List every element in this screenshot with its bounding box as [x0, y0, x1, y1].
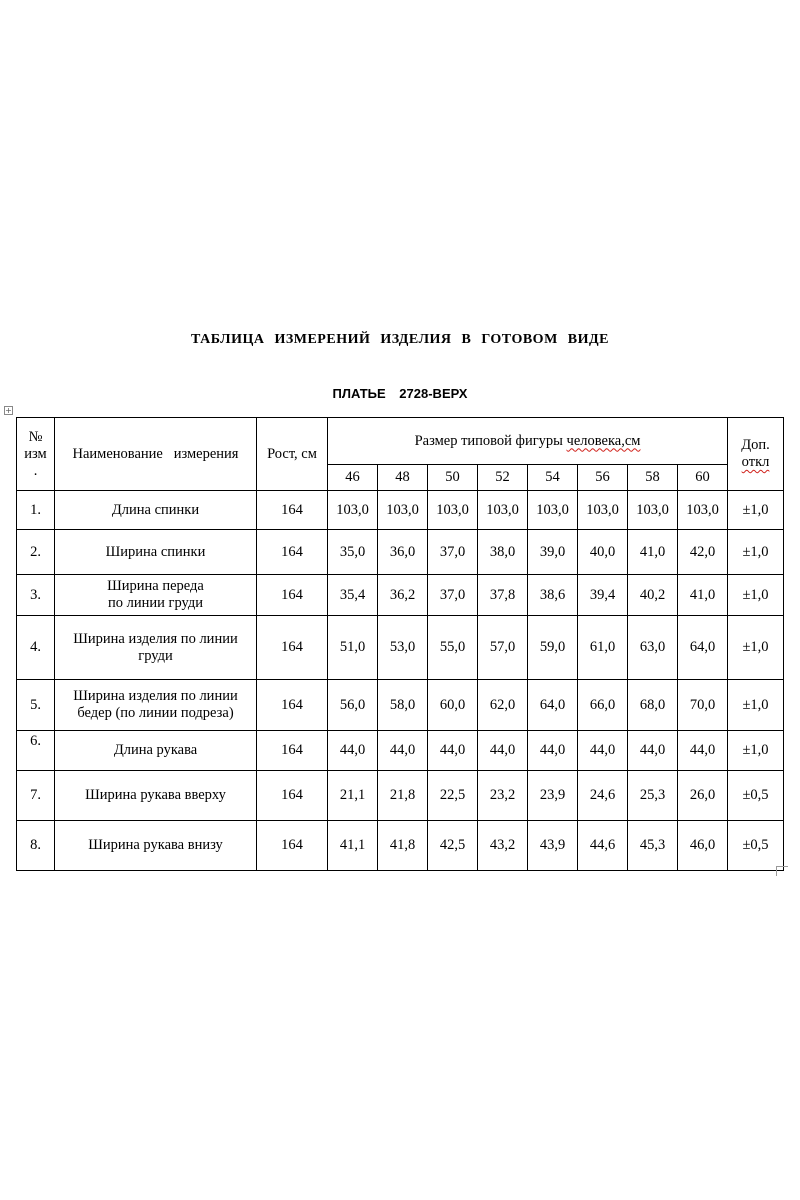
row-value: 39,4	[578, 575, 628, 616]
row-height: 164	[257, 680, 328, 731]
row-value: 25,3	[628, 771, 678, 821]
row-value: 42,0	[678, 530, 728, 575]
row-value: 21,8	[378, 771, 428, 821]
row-tolerance: ±0,5	[728, 821, 784, 871]
row-value: 21,1	[328, 771, 378, 821]
measurements-table	[16, 417, 784, 871]
row-value: 103,0	[328, 491, 378, 530]
row-value: 61,0	[578, 616, 628, 680]
size-cell: 50	[428, 465, 478, 491]
row-height: 164	[257, 616, 328, 680]
table-row	[17, 530, 784, 575]
row-name	[55, 771, 257, 821]
row-value: 56,0	[328, 680, 378, 731]
row-value: 26,0	[678, 771, 728, 821]
row-value: 40,2	[628, 575, 678, 616]
row-value: 35,4	[328, 575, 378, 616]
row-name-line1: Ширина изделия по линии	[73, 688, 238, 704]
row-value: 42,5	[428, 821, 478, 871]
row-name-line1: Ширина рукава вверху	[85, 787, 226, 803]
row-value: 103,0	[478, 491, 528, 530]
table-row	[17, 771, 784, 821]
size-cell: 52	[478, 465, 528, 491]
row-value: 60,0	[428, 680, 478, 731]
row-name-line2: груди	[138, 647, 173, 664]
row-value: 103,0	[678, 491, 728, 530]
size-cell: 58	[628, 465, 678, 491]
row-height: 164	[257, 530, 328, 575]
row-value: 103,0	[528, 491, 578, 530]
row-num: 5.	[17, 680, 55, 731]
row-value: 23,9	[528, 771, 578, 821]
row-value: 46,0	[678, 821, 728, 871]
row-name-line1: Длина спинки	[111, 501, 200, 518]
row-value: 58,0	[378, 680, 428, 731]
row-name-line2: бедер (по линии подреза)	[77, 705, 234, 721]
row-value: 37,0	[428, 575, 478, 616]
header-tolerance-line1: Доп.	[741, 437, 770, 453]
row-value: 51,0	[328, 616, 378, 680]
row-value: 64,0	[678, 616, 728, 680]
row-value: 103,0	[428, 491, 478, 530]
row-num: 1.	[17, 491, 55, 530]
row-tolerance: ±1,0	[728, 731, 784, 771]
row-name	[55, 575, 257, 616]
row-value: 59,0	[528, 616, 578, 680]
row-name-line1: Ширина изделия по линии	[73, 630, 238, 647]
table-row	[17, 680, 784, 731]
row-height: 164	[257, 821, 328, 871]
row-value: 38,6	[528, 575, 578, 616]
row-value: 36,2	[378, 575, 428, 616]
table-resize-handle[interactable]	[776, 866, 788, 876]
header-size-prefix: Размер типовой фигуры	[414, 432, 567, 449]
row-value: 44,0	[528, 731, 578, 771]
row-value: 35,0	[328, 530, 378, 575]
table-row	[17, 491, 784, 530]
row-value: 41,8	[378, 821, 428, 871]
row-name	[55, 731, 257, 771]
row-name	[55, 530, 257, 575]
row-value: 39,0	[528, 530, 578, 575]
row-value: 44,0	[478, 731, 528, 771]
row-value: 44,0	[428, 731, 478, 771]
row-value: 37,0	[428, 530, 478, 575]
row-value: 41,0	[628, 530, 678, 575]
row-value: 44,0	[678, 731, 728, 771]
row-value: 44,6	[578, 821, 628, 871]
row-num: 7.	[17, 771, 55, 821]
row-name-line1: Длина рукава	[113, 742, 198, 758]
row-value: 43,9	[528, 821, 578, 871]
header-height: Рост, см	[257, 418, 328, 491]
row-tolerance: ±1,0	[728, 616, 784, 680]
row-name	[55, 616, 257, 680]
row-value: 63,0	[628, 616, 678, 680]
row-value: 103,0	[628, 491, 678, 530]
row-value: 44,0	[628, 731, 678, 771]
row-tolerance: ±1,0	[728, 680, 784, 731]
row-value: 44,0	[328, 731, 378, 771]
row-value: 44,0	[578, 731, 628, 771]
row-name	[55, 680, 257, 731]
header-num-line1: №	[28, 428, 43, 445]
row-value: 41,1	[328, 821, 378, 871]
row-num: 3.	[17, 575, 55, 616]
size-cell: 48	[378, 465, 428, 491]
row-name-line1: Ширина рукава внизу	[88, 837, 223, 853]
header-size-group	[328, 418, 728, 465]
size-cell: 60	[678, 465, 728, 491]
row-name-line1: Ширина спинки	[105, 543, 206, 560]
row-value: 41,0	[678, 575, 728, 616]
row-name-line2: по линии груди	[107, 595, 203, 611]
table-row	[17, 616, 784, 680]
table-row	[17, 575, 784, 616]
row-value: 55,0	[428, 616, 478, 680]
row-value: 103,0	[378, 491, 428, 530]
document-title: ТАБЛИЦА ИЗМЕРЕНИЙ ИЗДЕЛИЯ В ГОТОВОМ ВИДЕ	[191, 332, 609, 347]
header-num	[17, 418, 55, 491]
row-tolerance: ±1,0	[728, 491, 784, 530]
header-tolerance-line2: откл	[741, 454, 770, 470]
row-name	[55, 491, 257, 530]
row-num: 6.	[17, 731, 55, 771]
row-value: 37,8	[478, 575, 528, 616]
row-height: 164	[257, 771, 328, 821]
size-cell: 56	[578, 465, 628, 491]
header-row	[17, 418, 784, 465]
row-value: 45,3	[628, 821, 678, 871]
row-value: 66,0	[578, 680, 628, 731]
row-value: 53,0	[378, 616, 428, 680]
row-value: 57,0	[478, 616, 528, 680]
size-cell: 46	[328, 465, 378, 491]
row-value: 43,2	[478, 821, 528, 871]
table-move-handle-icon[interactable]: +	[5, 406, 12, 415]
row-value: 64,0	[528, 680, 578, 731]
header-num-line2: изм	[24, 445, 47, 462]
row-num: 2.	[17, 530, 55, 575]
row-height: 164	[257, 575, 328, 616]
row-num: 4.	[17, 616, 55, 680]
row-value: 103,0	[578, 491, 628, 530]
row-name-line1: Ширина переда	[107, 578, 204, 594]
row-value: 36,0	[378, 530, 428, 575]
table-row	[17, 821, 784, 871]
row-value: 38,0	[478, 530, 528, 575]
row-value: 70,0	[678, 680, 728, 731]
row-value: 44,0	[378, 731, 428, 771]
header-name: Наименование измерения	[55, 418, 257, 491]
table-row	[17, 731, 784, 771]
row-num: 8.	[17, 821, 55, 871]
row-value: 22,5	[428, 771, 478, 821]
header-size-wavy: человека,см	[566, 432, 641, 449]
row-height: 164	[257, 731, 328, 771]
row-value: 24,6	[578, 771, 628, 821]
document-subtitle: ПЛАТЬЕ 2728-ВЕРХ	[332, 386, 468, 401]
row-value: 23,2	[478, 771, 528, 821]
row-height: 164	[257, 491, 328, 530]
size-cell: 54	[528, 465, 578, 491]
row-value: 68,0	[628, 680, 678, 731]
header-tolerance	[728, 418, 784, 491]
row-name	[55, 821, 257, 871]
row-value: 62,0	[478, 680, 528, 731]
header-num-line3: .	[33, 462, 38, 479]
row-tolerance: ±1,0	[728, 575, 784, 616]
row-value: 40,0	[578, 530, 628, 575]
row-tolerance: ±0,5	[728, 771, 784, 821]
row-tolerance: ±1,0	[728, 530, 784, 575]
